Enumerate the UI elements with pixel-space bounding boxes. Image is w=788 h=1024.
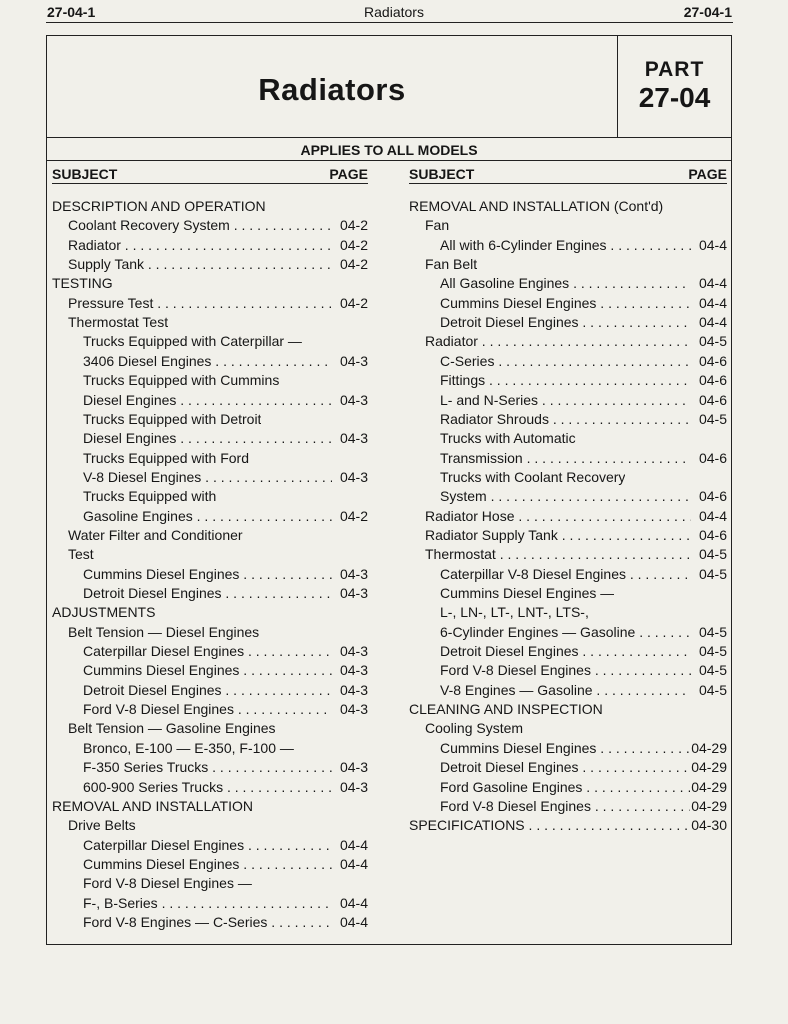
- toc-entry-title: Detroit Diesel Engines . . .: [83, 584, 332, 602]
- toc-entry: [52, 487, 368, 505]
- toc-entry-page: 04-3: [337, 584, 368, 602]
- page-heading: PAGE: [688, 166, 727, 182]
- toc-entry-title: Radiator . . .: [68, 236, 332, 254]
- toc-entry: [52, 778, 368, 796]
- toc-entry-title: Radiator Supply Tank . . .: [425, 526, 691, 544]
- toc-entry-title: Cummins Diesel Engines . . .: [440, 739, 691, 757]
- toc-entry-title: Ford V-8 Diesel Engines —: [83, 875, 252, 892]
- title-box: [47, 36, 618, 137]
- toc-entry-title: Cummins Diesel Engines . . .: [83, 855, 332, 873]
- toc-entry: [409, 758, 727, 776]
- toc-entry-page: 04-3: [337, 758, 368, 776]
- toc-entry: [52, 603, 368, 621]
- toc-entry-page: 04-2: [337, 236, 368, 254]
- toc-entry: [52, 294, 368, 312]
- toc-entry-title: Radiator Hose . . .: [425, 507, 691, 525]
- toc-entry: [52, 623, 368, 641]
- toc-entry: [409, 603, 727, 621]
- toc-entry: [52, 700, 368, 718]
- toc-entry-title: Fan Belt: [425, 256, 478, 273]
- toc-entry-title: Cummins Diesel Engines . . .: [440, 294, 691, 312]
- toc-entry-page: 04-29: [691, 797, 727, 814]
- toc-entry-title: F-, B-Series . . .: [83, 894, 332, 912]
- toc-entry: [409, 661, 727, 679]
- toc-entry: [409, 487, 727, 505]
- toc-entry: [409, 778, 727, 796]
- toc-entry: [52, 216, 368, 234]
- toc-entry-title: Detroit Diesel Engines . . .: [83, 681, 332, 699]
- toc-entry-title: CLEANING AND INSPECTION: [409, 701, 603, 718]
- toc-entry-page: 04-29: [691, 759, 727, 776]
- toc-entry-page: 04-5: [696, 681, 727, 699]
- running-header-title: Radiators: [364, 4, 424, 20]
- toc-entry-page: 04-4: [337, 913, 368, 931]
- toc-entry-title: Caterpillar V-8 Diesel Engines . . .: [440, 565, 691, 583]
- toc-entry: [52, 642, 368, 660]
- toc-frame: [46, 35, 732, 945]
- toc-entry-page: 04-3: [337, 661, 368, 679]
- toc-entry: [409, 739, 727, 757]
- toc-entry-title: 6-Cylinder Engines — Gasoline . . .: [440, 623, 691, 641]
- toc-entry-page: 04-6: [696, 391, 727, 409]
- toc-entry: [409, 449, 727, 467]
- toc-entry-title: ADJUSTMENTS: [52, 604, 156, 621]
- toc-entry-page: 04-3: [337, 700, 368, 718]
- divider: [47, 137, 731, 138]
- toc-entry-title: Trucks Equipped with Caterpillar —: [83, 333, 302, 350]
- toc-entry-title: SPECIFICATIONS . . .: [409, 816, 691, 834]
- toc-entry-title: TESTING: [52, 275, 113, 292]
- toc-entry: [409, 584, 727, 602]
- toc-entry: [52, 526, 368, 544]
- toc-entry: [52, 468, 368, 486]
- toc-entry-page: 04-5: [696, 642, 727, 660]
- toc-entry-page: 04-29: [691, 739, 727, 756]
- toc-entry-page: 04-4: [337, 894, 368, 912]
- toc-entry: [409, 719, 727, 737]
- toc-entry-title: Water Filter and Conditioner: [68, 526, 243, 543]
- toc-entry: [409, 797, 727, 815]
- part-number: 27-04: [638, 82, 711, 113]
- toc-entry: [52, 913, 368, 931]
- toc-entry-title: Diesel Engines . . .: [83, 429, 332, 447]
- toc-entry: [52, 797, 368, 815]
- toc-entry-title: Ford V-8 Diesel Engines . . .: [440, 661, 691, 679]
- toc-entry: [52, 836, 368, 854]
- column-header: [52, 165, 368, 184]
- toc-entry: [52, 274, 368, 292]
- toc-entry-page: 04-30: [691, 817, 727, 834]
- page-heading: PAGE: [329, 166, 368, 182]
- toc-entry: [409, 371, 727, 389]
- page-title: Radiators: [258, 72, 406, 107]
- toc-entry: [52, 584, 368, 602]
- toc-entry: [52, 449, 368, 467]
- toc-entry: [409, 468, 727, 486]
- toc-entry-title: Trucks Equipped with Ford: [83, 449, 249, 466]
- toc-entry-page: 04-5: [696, 565, 727, 583]
- toc-entry-title: DESCRIPTION AND OPERATION: [52, 198, 266, 214]
- toc-entry-title: Fan: [425, 217, 450, 234]
- subject-heading: SUBJECT: [52, 166, 118, 182]
- toc-entry-title: Caterpillar Diesel Engines . . .: [83, 836, 332, 854]
- toc-entry: [409, 623, 727, 641]
- toc-entry: [409, 294, 727, 312]
- toc-entry: [409, 642, 727, 660]
- toc-entry-page: 04-5: [696, 410, 727, 428]
- toc-entry: [52, 313, 368, 331]
- toc-entry-page: 04-3: [337, 429, 368, 447]
- toc-entry-title: Cummins Diesel Engines . . .: [83, 565, 332, 583]
- toc-entry-page: 04-3: [337, 391, 368, 409]
- toc-entry-title: Pressure Test . . .: [68, 294, 332, 312]
- toc-entry-title: Cummins Diesel Engines —: [440, 585, 615, 601]
- toc-entry-page: 04-4: [696, 274, 727, 292]
- toc-entry: [409, 816, 727, 834]
- toc-entry-title: Detroit Diesel Engines . . .: [440, 642, 691, 660]
- toc-entry-title: 600-900 Series Trucks . . .: [83, 778, 332, 796]
- toc-entry-title: All Gasoline Engines . . .: [440, 274, 691, 292]
- toc-entry: [52, 545, 368, 563]
- toc-entry-title: Cooling System: [425, 720, 524, 737]
- toc-entry-title: V-8 Diesel Engines . . .: [83, 468, 332, 486]
- toc-entry-page: 04-2: [337, 216, 368, 234]
- toc-entry-page: 04-4: [696, 507, 727, 525]
- toc-entry-title: Transmission . . .: [440, 449, 691, 467]
- toc-column-right: [409, 165, 727, 940]
- toc-entry: [409, 332, 727, 350]
- toc-entry: [52, 565, 368, 583]
- toc-entry: [52, 681, 368, 699]
- toc-entry-page: 04-5: [696, 332, 727, 350]
- toc-entry: [52, 894, 368, 912]
- toc-entry: [52, 410, 368, 428]
- toc-entry: [52, 197, 368, 215]
- toc-entry-page: 04-29: [691, 778, 727, 795]
- toc-entry-title: Thermostat . . .: [425, 545, 691, 563]
- toc-entry-page: 04-2: [337, 255, 368, 273]
- toc-entry-page: 04-5: [696, 661, 727, 679]
- page-number-left: 27-04-1: [47, 4, 96, 20]
- toc-entry-page: 04-4: [337, 855, 368, 873]
- toc-entry-title: Ford V-8 Engines — C-Series . . .: [83, 913, 332, 931]
- toc-entry-title: Gasoline Engines . . .: [83, 507, 332, 525]
- toc-entry: [409, 352, 727, 370]
- toc-entry-page: 04-5: [696, 623, 727, 641]
- toc-entry: [52, 855, 368, 873]
- toc-entry-title: Belt Tension — Diesel Engines: [68, 623, 260, 640]
- toc-entry: [409, 429, 727, 447]
- toc-entry-page: 04-3: [337, 642, 368, 660]
- toc-entry-page: 04-6: [696, 487, 727, 505]
- toc-entry: [52, 661, 368, 679]
- divider: [47, 160, 731, 161]
- toc-entry-title: Trucks Equipped with Detroit: [83, 410, 262, 427]
- toc-entry: [52, 371, 368, 389]
- toc-entry-title: Trucks Equipped with Cummins: [83, 372, 280, 389]
- toc-entry-page: 04-6: [696, 352, 727, 370]
- toc-entry: [52, 332, 368, 350]
- toc-entry-page: 04-6: [696, 526, 727, 544]
- toc-entry: [409, 526, 727, 544]
- toc-entry-title: Supply Tank . . .: [68, 255, 332, 273]
- toc-entry-page: 04-3: [337, 565, 368, 583]
- toc-entry-title: L-, LN-, LT-, LNT-, LTS-,: [440, 604, 589, 621]
- toc-entry: [409, 507, 727, 525]
- toc-entry: [52, 255, 368, 273]
- toc-entry-title: Radiator Shrouds . . .: [440, 410, 691, 428]
- toc-entry: [409, 391, 727, 409]
- toc-entry: [52, 816, 368, 834]
- toc-entry: [52, 758, 368, 776]
- toc-entry: [409, 274, 727, 292]
- toc-entry-title: Trucks with Automatic: [440, 430, 576, 447]
- toc-entry-title: Ford V-8 Diesel Engines . . .: [83, 700, 332, 718]
- toc-entry-title: Detroit Diesel Engines . . .: [440, 313, 691, 331]
- toc-entry-title: Fittings . . .: [440, 371, 691, 389]
- toc-entry-title: Trucks with Coolant Recovery: [440, 468, 626, 485]
- toc-entry-page: 04-5: [696, 545, 727, 563]
- toc-entry-title: C-Series . . .: [440, 352, 691, 370]
- toc-entry-title: V-8 Engines — Gasoline . . .: [440, 681, 691, 699]
- toc-entry-page: 04-2: [337, 294, 368, 312]
- toc-entry-title: Test: [68, 546, 94, 563]
- toc-entry-title: Radiator . . .: [425, 332, 691, 350]
- toc-entry-title: Detroit Diesel Engines . . .: [440, 758, 691, 776]
- applies-to-banner: APPLIES TO ALL MODELS: [300, 142, 478, 158]
- toc-entry-page: 04-4: [696, 313, 727, 331]
- toc-entry-title: System . . .: [440, 487, 691, 505]
- toc-entry: [52, 719, 368, 737]
- toc-entry-title: Belt Tension — Gasoline Engines: [68, 720, 276, 737]
- toc-entry-title: REMOVAL AND INSTALLATION: [52, 797, 253, 814]
- toc-entry-page: 04-3: [337, 778, 368, 796]
- toc-entry-title: Ford V-8 Diesel Engines . . .: [440, 797, 691, 815]
- toc-entry-title: Thermostat Test: [68, 314, 169, 331]
- toc-entry: [409, 545, 727, 563]
- page-number-right: 27-04-1: [683, 4, 732, 20]
- toc-entry-page: 04-6: [696, 449, 727, 467]
- toc-entry-title: F-350 Series Trucks . . .: [83, 758, 332, 776]
- toc-entry: [409, 410, 727, 428]
- toc-entry-title: Coolant Recovery System . . .: [68, 216, 332, 234]
- toc-entry-title: Caterpillar Diesel Engines . . .: [83, 642, 332, 660]
- toc-entry-page: 04-6: [696, 371, 727, 389]
- toc-entry-page: 04-3: [337, 468, 368, 486]
- toc-entry: [409, 255, 727, 273]
- toc-entry-page: 04-4: [696, 294, 727, 312]
- toc-entry-title: L- and N-Series . . .: [440, 391, 691, 409]
- toc-entry-title: Cummins Diesel Engines . . .: [83, 661, 332, 679]
- column-header: [409, 165, 727, 184]
- part-box: [618, 36, 731, 137]
- toc-column-left: [52, 165, 368, 940]
- toc-entry: [409, 236, 727, 254]
- toc-entry-title: 3406 Diesel Engines . . .: [83, 352, 332, 370]
- toc-entry: [409, 565, 727, 583]
- toc-entry-page: 04-2: [337, 507, 368, 525]
- toc-entry-title: Ford Gasoline Engines . . .: [440, 778, 691, 796]
- toc-entry-page: 04-4: [337, 836, 368, 854]
- toc-entry: [52, 352, 368, 370]
- toc-entry: [409, 700, 727, 718]
- toc-entry: [52, 391, 368, 409]
- toc-entry-title: All with 6-Cylinder Engines . . .: [440, 236, 691, 254]
- toc-entry: [52, 874, 368, 892]
- toc-entry: [52, 429, 368, 447]
- toc-entry-page: 04-3: [337, 681, 368, 699]
- toc-entry-title: REMOVAL AND INSTALLATION (Cont'd): [409, 198, 664, 214]
- toc-entry-title: Trucks Equipped with: [83, 488, 217, 505]
- part-label: PART: [644, 58, 705, 81]
- toc-entry: [409, 681, 727, 699]
- toc-entry: [409, 197, 727, 215]
- toc-entry: [409, 216, 727, 234]
- toc-entry-title: Drive Belts: [68, 817, 136, 834]
- toc-entry: [409, 313, 727, 331]
- toc-entry: [52, 507, 368, 525]
- toc-entry: [52, 236, 368, 254]
- toc-entry-title: Bronco, E-100 — E-350, F-100 —: [83, 739, 294, 756]
- toc-entry-page: 04-4: [696, 236, 727, 254]
- toc-entry-title: Diesel Engines . . .: [83, 391, 332, 409]
- subject-heading: SUBJECT: [409, 166, 475, 182]
- toc-entry: [52, 739, 368, 757]
- header-rule: [46, 22, 733, 23]
- toc-entry-page: 04-3: [337, 352, 368, 370]
